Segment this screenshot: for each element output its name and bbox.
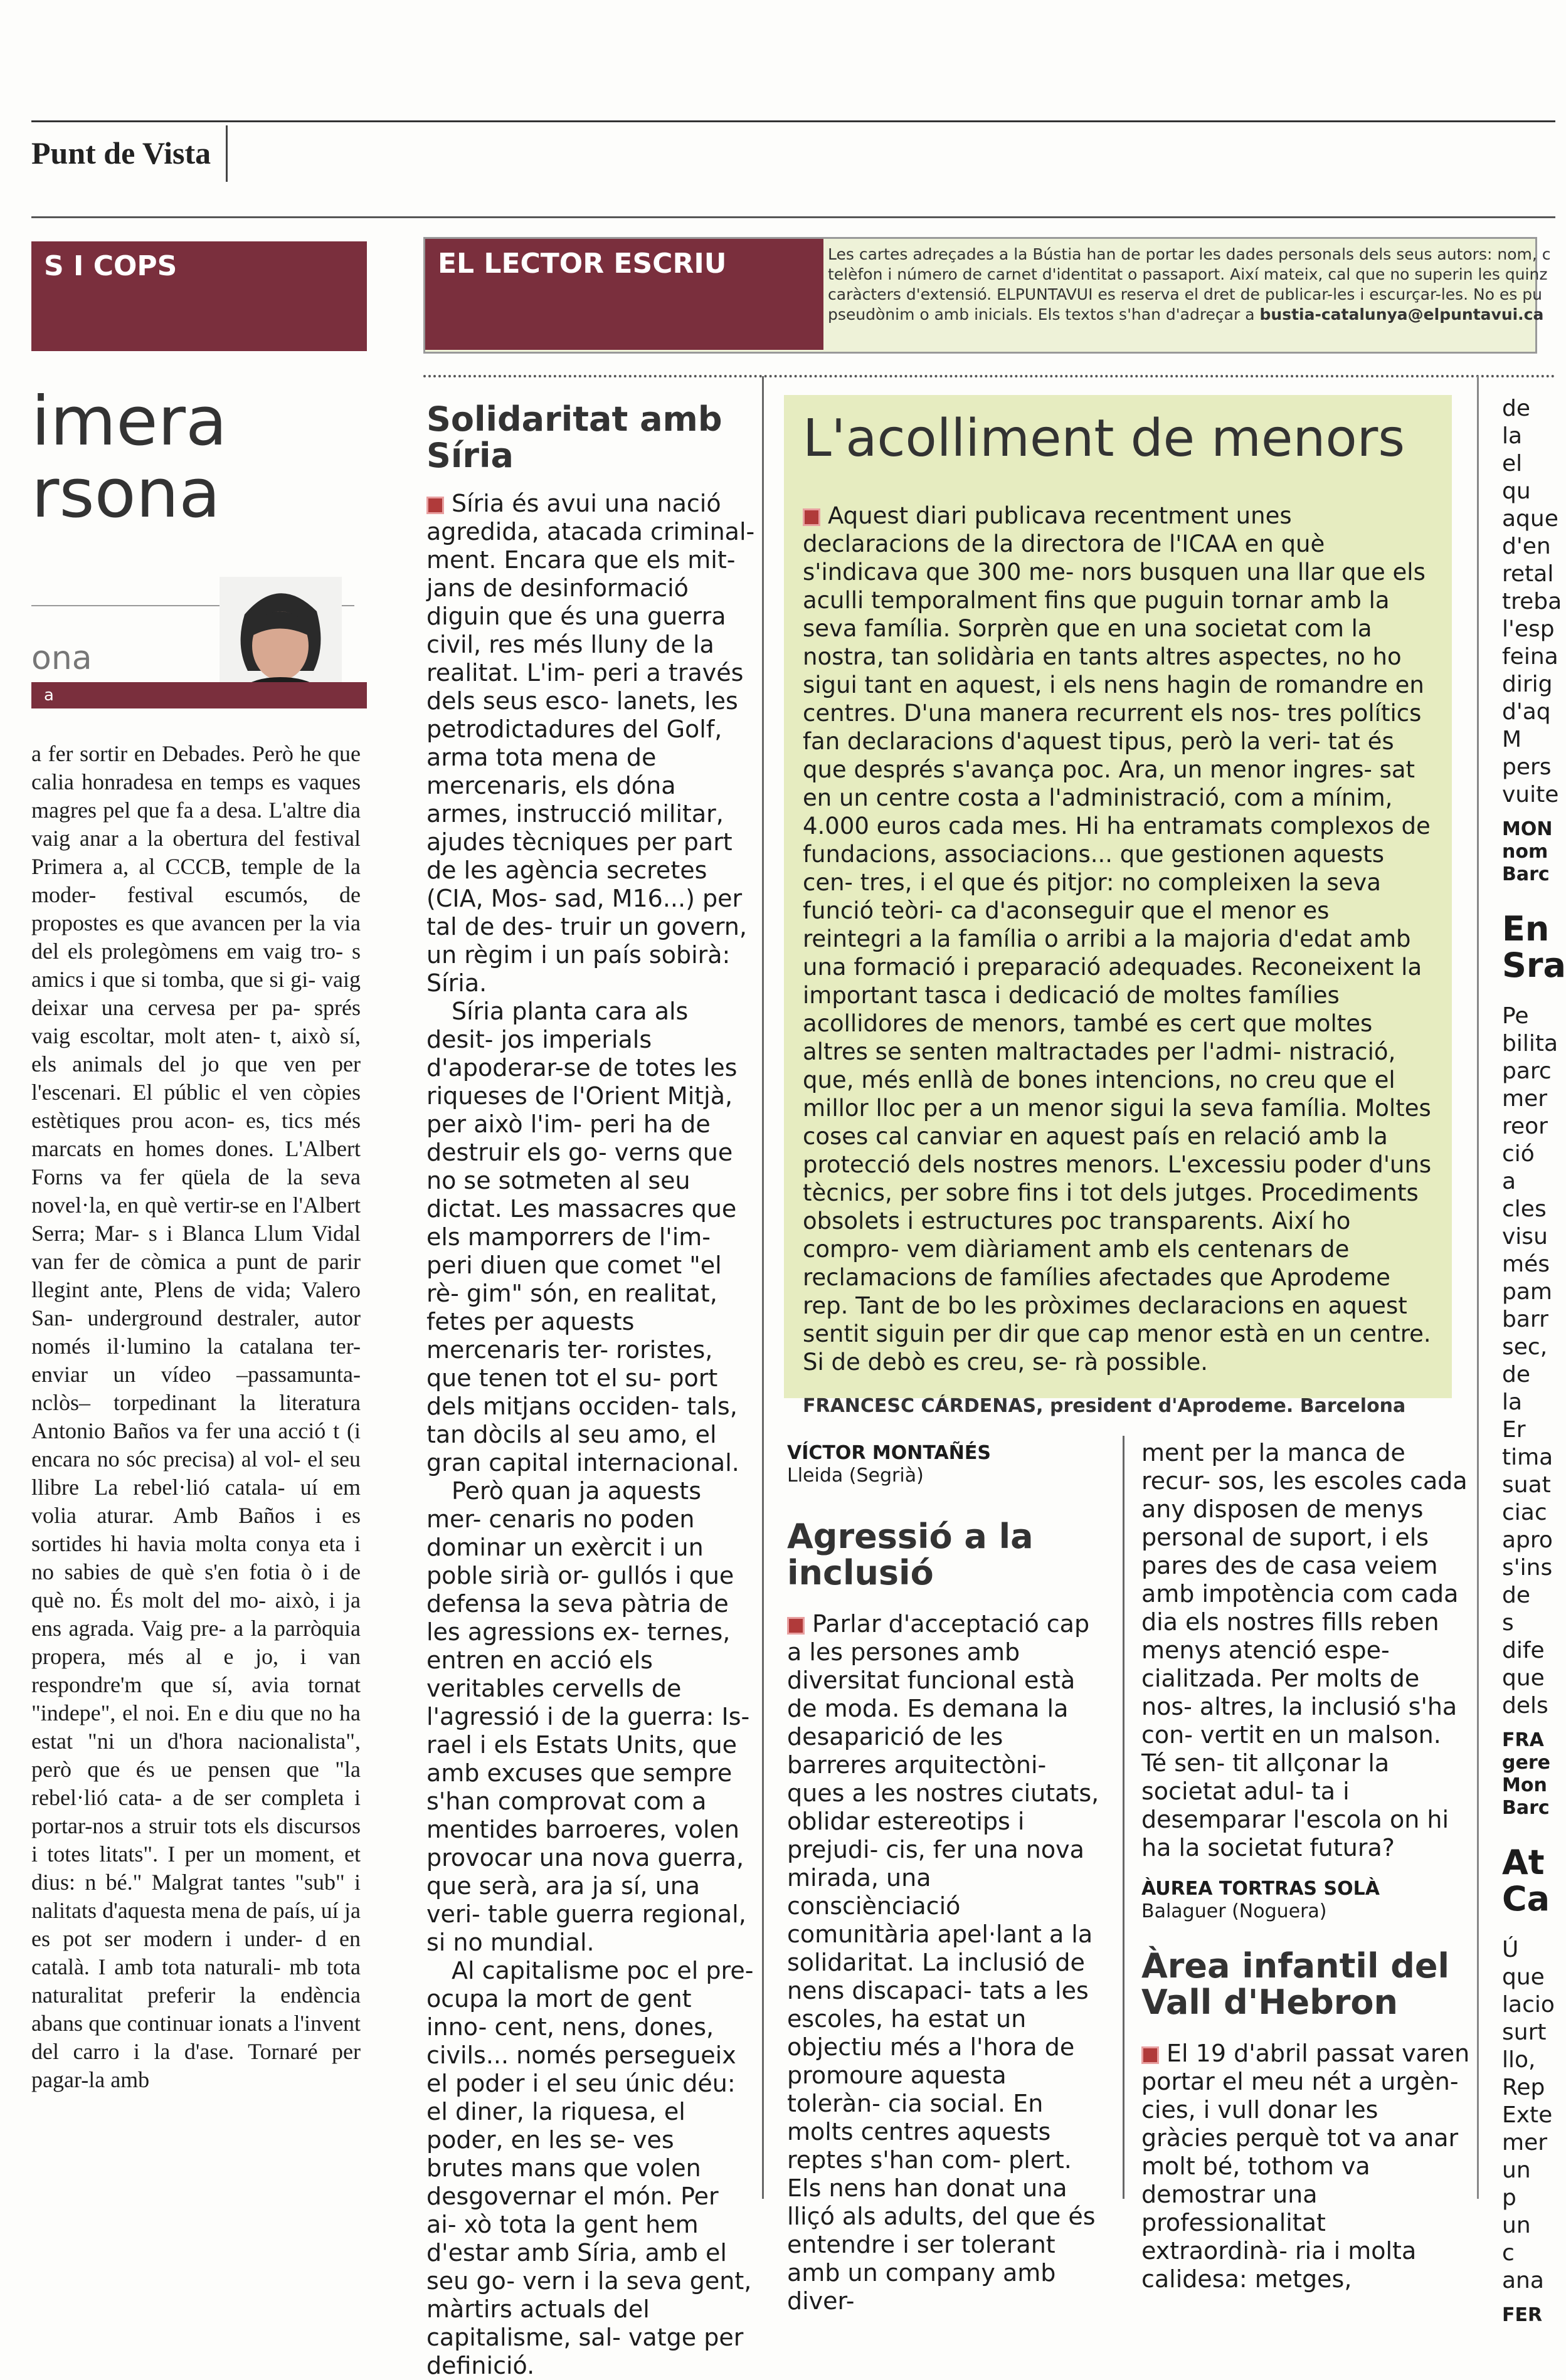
section-title: Punt de Vista bbox=[31, 135, 211, 171]
dotted-separator bbox=[423, 375, 1555, 377]
lector-section-bar: EL LECTOR ESCRIU bbox=[425, 239, 823, 350]
author-tag-bar: a bbox=[31, 682, 367, 708]
letter-inclusio-signature: ÀUREA TORTRAS SOLÀ bbox=[1141, 1878, 1380, 1900]
bullet-square-icon bbox=[803, 508, 820, 526]
letter-siria-title: Solidaritat amb Síria bbox=[426, 399, 722, 475]
letter-siria bbox=[426, 399, 756, 2379]
right-edge-text-top: de la el qu aque d'en retal treba l'esp feina dirig d'aq M pers vuite bbox=[1502, 396, 1562, 808]
bullet-square-icon bbox=[1141, 2046, 1159, 2064]
submission-notice bbox=[828, 245, 1555, 348]
letter-inclusio-body: Parlar d'acceptació cap a les persones amb diversitat funcional està de moda. Es demana la desaparició de les barreres arquitectòni- ques a les nostres ciutats, oblidar estereotips i prejudi- cis, fer una nova mirada, una consciènciació comunitària apel·lant a la solidaritat. La inclusió de nens discapaci- tats a les escoles, ha estat un objectiu més a l'hora de promoure aquesta toleràn- cia social. En molts centres aquests reptes s'han com- plert. Els nens han donat una lliçó als adults, del que és entendre i ser tolerant amb un company amb diver- bbox=[787, 1610, 1099, 2315]
letter-inclusio-continued bbox=[1141, 1439, 1471, 2293]
prev-letter-signature: VÍCTOR MONTAÑÉS bbox=[787, 1442, 991, 1464]
column-title-line1: imera bbox=[31, 382, 228, 461]
notice-email[interactable]: bustia-catalunya@elpuntavui.ca bbox=[1259, 305, 1544, 324]
letter-siria-p2: Síria planta cara als desit- jos imperials d'apoderar-se de totes les riqueses de l'Orient Mitjà, per això l'im- peri ha de destruir els go- verns que no se sotmeten al seu dictat. Les massacres que els mamporrers de l'im- peri diuen que comet "el rè- gim" són, en realitat, fetes per aquests mercenaris ter- roristes, que tenen tot el su- port dels mitjans occiden- tals, tan dòcils al seu amo, el gran capital internacional. bbox=[426, 998, 739, 1477]
letter-inclusio-title: Agressió a la inclusió bbox=[787, 1517, 1034, 1593]
letter-menors-signature: FRANCESC CÁRDENAS, president d'Aprodeme. Barcelona bbox=[803, 1395, 1406, 1417]
notice-text: Les cartes adreçades a la Bústia han de portar les dades personals dels seus autors: nom, c telèfon i número de carnet d'identitat o passaport. Així mateix, cal que no superin les quinz caràcters d'extensió. ELPUNTAVUI es reserva el dret de publicar-les i escurçar-les. No es pu pseudònim o amb inicials. Els textos s'han d'adreçar a bbox=[828, 245, 1551, 324]
letter-menors-title: L'acolliment de menors bbox=[803, 409, 1405, 468]
right-edge-text-mid: Pe bilita parc mer reor ció a cles visu més pam barr sec, de la Er tima suat ciac apro s'ins de s dife que dels bbox=[1502, 1003, 1558, 1719]
column-title bbox=[31, 382, 228, 533]
letter-siria-p1: Síria és avui una nació agredida, atacada criminal- ment. Encara que els mit- jans de desinformació diguin que és una guerra civil, res més lluny de la realitat. L'im- peri a través dels seus esco- lanets, les petrodictadures del Golf, arma tota mena de mercenaris, els dóna armes, instrucció militar, ajudes tècniques per part de les agència secretes (CIA, Mos- sad, M16...) per tal de des- truir un govern, un règim i un país sobirà: Síria. bbox=[426, 490, 755, 997]
bullet-square-icon bbox=[787, 1617, 805, 1635]
letter-inclusio bbox=[787, 1442, 1107, 2315]
letter-hebron-title: Àrea infantil del Vall d'Hebron bbox=[1141, 1946, 1450, 2022]
letter-siria-p3: Però quan ja aquests mer- cenaris no poden dominar un exèrcit i un poble sirià or- gullós i que defensa la seva pàtria de les agressions ex- ternes, entren en acció els veritables cervells de l'agressió i de la guerra: Is- rael i els Estats Units, que amb excuses que sempre s'han comprovat com a mentides barroeres, volen provocar una nova guerra, que serà, ara ja sí, una veri- table guerra regional, si no mundial. bbox=[426, 1477, 750, 1956]
right-edge-heading-1: En Sra bbox=[1502, 909, 1566, 985]
right-edge-heading-2: At Ca bbox=[1502, 1843, 1550, 1919]
left-section-bar: S I COPS bbox=[31, 241, 367, 351]
letter-inclusio-continued-text: ment per la manca de recur- sos, les escoles cada any disposen de menys personal de suport, i els pares des de casa veiem amb impotència com cada dia els nostres fills reben menys atenció espe- cialitzada. Per molts de nos- altres, la inclusió s'ha con- vertit en un malson. Té sen- tit allçonar la societat adul- ta i desemparar l'escola on hi ha la societat futura? bbox=[1141, 1439, 1468, 1861]
letter-siria-p4: Al capitalisme poc el pre- ocupa la mort de gent inno- cent, nens, dones, civils... només persegueix el poder i el seu únic déu: el diner, la riquesa, el poder, en les se- ves brutes mans que volen desgovernar el món. Per ai- xò tota la gent hem d'estar amb Síria, amb el seu go- vern i la seva gent, màrtirs actuals del capitalisme, sal- vatge per definició. bbox=[426, 1957, 754, 2379]
letter-menors bbox=[803, 408, 1433, 1417]
letter-menors-body: Aquest diari publicava recentment unes declaracions de la directora de l'ICAA en què s'indicava que 300 me- nors busquen una llar que els aculli temporalment fins que puguin tornar amb la seva família. Sorprèn que en una societat com la nostra, tan solidària en tants altres aspectes, no ho sigui tant en aquest, i els nens hagin de romandre en centres. D'una manera recurrent els nos- tres polítics fan declaracions d'aquest tipus, però la veri- tat és que després s'avança poc. Ara, un menor ingres- sat en un centre costa a l'administració, com a mínim, 4.000 euros cada mes. Hi ha entramats complexos de fundacions, associacions... que gestionen aquests cen- tres, i el que és pitjor: no compleixen la seva funció teòri- ca d'aconseguir que el menor es reintegri a la família o arribi a la majoria d'edat amb una formació i preparació adequades. Reconeixent la important tasca i dedicació de moltes famílies acollidores de menors, també es cert que moltes altres se senten maltractades per l'admi- nistració, que, més enllà de bones intencions, no creu que el millor lloc per a un menor sigui la seva família. Moltes coses cal canviar en aquest país en relació amb la protecció dels nostres menors. L'excessiu poder d'uns tècnics, per sobre fins i tot dels jutges. Procediments obsolets i estructures poc transparents. Així ho compro- vem diàriament amb els centenars de reclamacions de famílies afectades que Aprodeme rep. Tant de bo les pròximes declaracions en aquest sentit siguin per dir que cap menor està en un centre. Si de debò es creu, se- rà possible. bbox=[803, 502, 1432, 1376]
header-top-rule bbox=[31, 120, 1555, 122]
right-edge-signature-2: FRA gere Mon Barc bbox=[1502, 1729, 1550, 1819]
column-rule-2 bbox=[1477, 376, 1479, 2199]
right-edge-signature-1: MON nom Barc bbox=[1502, 818, 1553, 885]
left-column-text: a fer sortir en Debades. Però he que calia honradesa en temps es vaques magres pel que fa a desa. L'altre dia vaig anar a la obertura del festival Primera a, al CCCB, temple de la moder- festival escumós, de propostes es que avancen per la via del els prolegòmens em vaig tro- s amics i que si tomba, que si gi- vaig deixar una cervesa per pa- sprés vaig escoltar, molt aten- t, això sí, els animals del jo que ven per l'escenari. El públic el ven còpies estètiques prou acon- es, tics més marcats en homes dones. L'Albert Forns va fer qüela de la seva novel·la, en què vertir-se en l'Albert Serra; Mar- s i Blanca Llum Vidal van fer de còmica a punt de parir llegint ante, Plens de vida; Valero San- underground destraler, autor només il·lumino la catalana ter- enviar un vídeo –passamunta- nclòs– torpedinant la literatura Antonio Baños va fer una acció t (i encara no sóc precisa) al vol- el seu llibre La rebel·lió catala- uí em volia aturar. Amb Baños i es sortides hi havia molta conya eta i no sabies de què s'en fotia ò i de què no. És molt del mo- això, i ja ens agrada. Vaig pre- a la parròquia propera, més al e jo, i van respondre'm que sí, avia tornat "indepe", el noi. En e diu que no ha estat "ni un d'hora nacionalista", però que és ue pensen que "la rebel·lió cata- a de ser completa i portar-nos a struir tots els discursos i totes litats". I per un moment, et dius: n bé." Malgrat tantes "sub" i nalitats d'aquesta mena de país, uí ja es pot ser modern i under- d en català. I amb tota naturali- mb tota naturalitat preferir la endència abans que continuar ionats a l'invent del carro i la d'ase. Tornaré per pagar-la amb bbox=[31, 741, 361, 2092]
letter-hebron-body: El 19 d'abril passat varen portar el meu nét a urgèn- cies, i vull donar les gràcies perquè tot va anar molt bé, tothom va demostrar una professionalitat extraordinà- ria i molta calidesa: metges, bbox=[1141, 2040, 1470, 2293]
section-divider bbox=[226, 125, 228, 182]
column-rule-3 bbox=[1123, 1436, 1124, 2199]
right-edge-column bbox=[1502, 395, 1566, 2326]
letter-inclusio-location: Balaguer (Noguera) bbox=[1141, 1900, 1327, 1922]
left-column-body bbox=[31, 740, 361, 2201]
column-title-line2: rsona bbox=[31, 455, 221, 533]
right-edge-text-bot: Ú que lacio surt llo, Rep Exte mer un p un c ana bbox=[1502, 1937, 1555, 2293]
prev-letter-location: Lleida (Segrià) bbox=[787, 1465, 924, 1487]
author-name-fragment: ona bbox=[31, 640, 92, 677]
column-rule-1 bbox=[762, 376, 764, 2199]
bullet-square-icon bbox=[426, 497, 444, 514]
right-edge-signature-3: FER bbox=[1502, 2304, 1543, 2326]
header-bottom-rule bbox=[31, 216, 1555, 218]
